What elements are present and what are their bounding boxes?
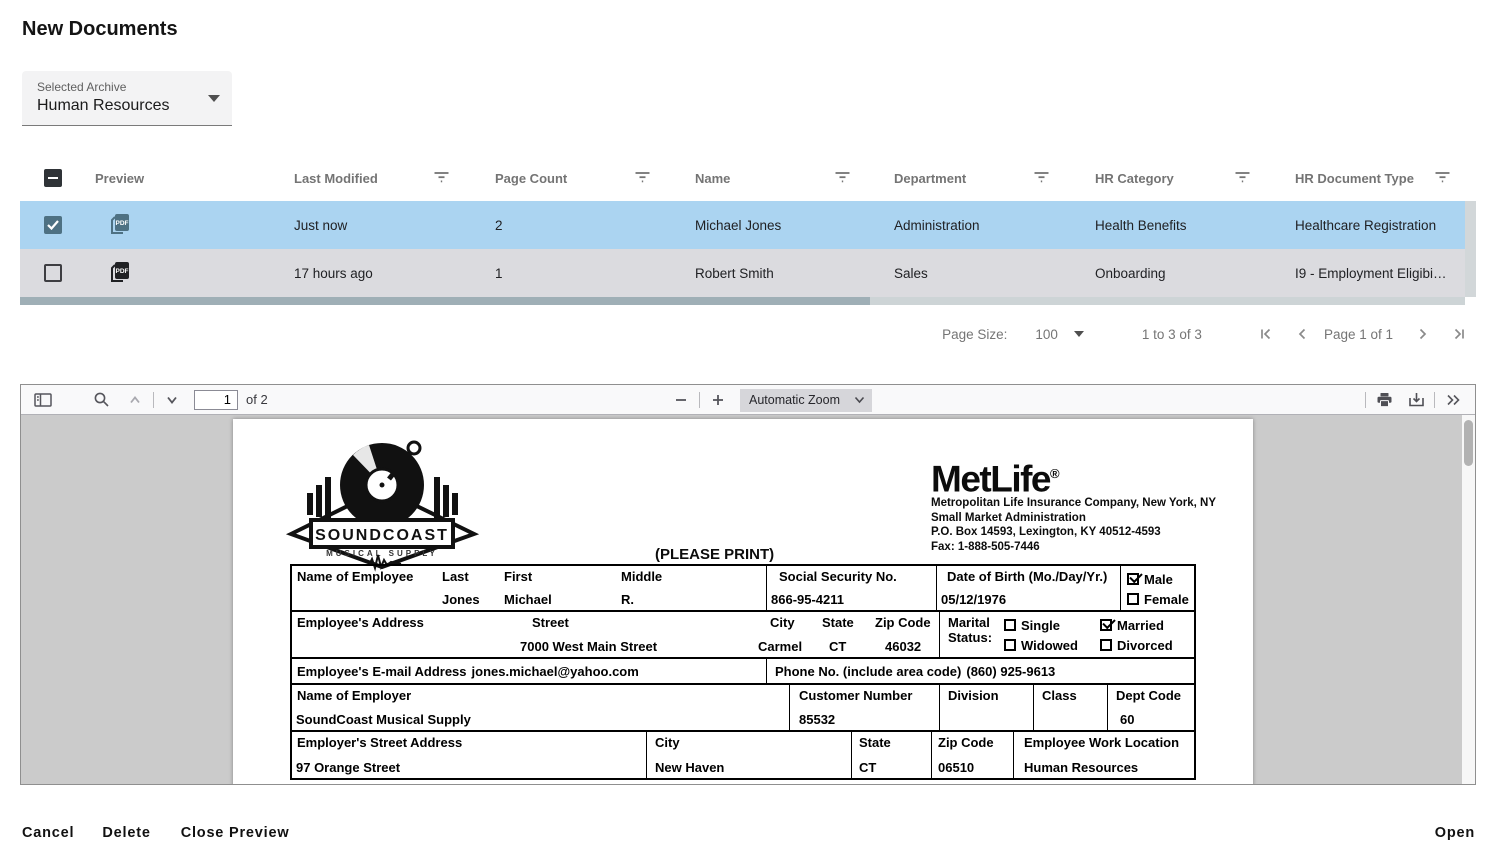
delete-button[interactable]: Delete <box>102 824 151 841</box>
print-icon[interactable] <box>1372 388 1396 412</box>
close-preview-button[interactable]: Close Preview <box>180 824 290 841</box>
column-header-preview[interactable]: Preview <box>95 170 145 186</box>
select-all-checkbox[interactable] <box>44 169 62 187</box>
page-size-dropdown-icon[interactable] <box>1074 331 1084 337</box>
next-page-button[interactable] <box>1415 326 1431 342</box>
column-header-hr-category[interactable]: HR Category <box>1095 155 1295 201</box>
divorced-checkbox <box>1100 639 1112 651</box>
chevron-down-icon <box>854 396 865 404</box>
form-value: R. <box>621 592 634 607</box>
filter-icon[interactable] <box>635 171 650 186</box>
svg-text:PDF: PDF <box>115 219 129 227</box>
table-row[interactable] <box>20 201 1476 249</box>
form-label: Employer's Street Address <box>297 735 463 750</box>
last-page-button[interactable] <box>1451 326 1467 342</box>
cell-hr-document-type: I9 - Employment Eligibi… <box>1295 265 1447 281</box>
row-range-text: 1 to 3 of 3 <box>1141 326 1202 342</box>
search-icon[interactable] <box>89 388 113 412</box>
sidebar-toggle-icon[interactable] <box>31 388 55 412</box>
page-count-text: of 2 <box>246 392 268 407</box>
form-value: 06510 <box>938 760 975 775</box>
form-value: 85532 <box>799 712 836 727</box>
please-print-text: (PLEASE PRINT) <box>655 546 775 563</box>
cell-department: Administration <box>894 217 980 233</box>
filter-icon[interactable] <box>1034 171 1049 186</box>
page-title: New Documents <box>22 18 178 40</box>
column-header-hr-document-type[interactable]: HR Document Type <box>1295 155 1465 201</box>
form-value: 60 <box>1120 712 1135 727</box>
metlife-logo: MetLife® <box>931 458 1060 500</box>
open-button[interactable]: Open <box>1434 824 1475 841</box>
column-header-page-count[interactable]: Page Count <box>495 155 695 201</box>
pdf-vertical-scrollbar[interactable] <box>1462 415 1475 784</box>
cell-page-count: 2 <box>495 217 503 233</box>
form-value: CT <box>829 639 847 654</box>
chevron-down-icon <box>208 95 220 102</box>
table-vertical-scrollbar[interactable] <box>1465 201 1476 297</box>
svg-text:PDF: PDF <box>115 267 129 275</box>
soundcoast-logo <box>285 437 480 572</box>
page-indicator-text: Page 1 of 1 <box>1323 326 1393 342</box>
zoom-out-icon[interactable] <box>669 388 693 412</box>
single-checkbox <box>1004 619 1016 631</box>
form-value: 97 Orange Street <box>296 760 401 775</box>
column-header-last-modified[interactable]: Last Modified <box>294 155 495 201</box>
table-header-row <box>20 155 1476 201</box>
pdf-page <box>233 419 1253 784</box>
archive-select-label: Selected Archive <box>37 80 127 94</box>
zoom-level-select[interactable]: Automatic Zoom <box>740 389 872 412</box>
cell-hr-category: Onboarding <box>1095 265 1166 281</box>
cell-hr-document-type: Healthcare Registration <box>1295 217 1437 233</box>
cell-name: Robert Smith <box>695 265 774 281</box>
table-row[interactable] <box>20 249 1476 297</box>
form-value: 46032 <box>885 639 922 654</box>
filter-icon[interactable] <box>1235 171 1250 186</box>
form-label: Name of Employer <box>297 688 412 703</box>
form-label: Employee's E-mail Address <box>297 663 467 679</box>
form-value: 866-95-4211 <box>771 592 845 607</box>
pdf-toolbar <box>21 385 1475 415</box>
row-checkbox[interactable] <box>44 216 62 234</box>
form-value: 7000 West Main Street <box>520 639 658 654</box>
filter-icon[interactable] <box>1435 171 1450 186</box>
archive-select-value: Human Resources <box>37 97 170 114</box>
cell-hr-category: Health Benefits <box>1095 217 1187 233</box>
widowed-checkbox <box>1004 639 1016 651</box>
next-page-chevron-icon[interactable] <box>160 388 184 412</box>
pagination-bar <box>0 326 1467 342</box>
male-checkbox <box>1127 573 1139 585</box>
row-checkbox[interactable] <box>44 264 62 282</box>
cell-last-modified: Just now <box>294 217 348 233</box>
form-value: Jones <box>442 592 480 607</box>
previous-page-button[interactable] <box>1294 326 1310 342</box>
form-label: Employee's Address <box>297 615 424 630</box>
svg-text:SOUNDCOAST: SOUNDCOAST <box>315 527 449 544</box>
form-label: Name of Employee <box>297 569 414 584</box>
filter-icon[interactable] <box>835 171 850 186</box>
archive-select[interactable] <box>22 71 232 126</box>
pdf-viewer <box>20 384 1476 785</box>
female-checkbox <box>1127 593 1139 605</box>
form-value: Human Resources <box>1024 760 1139 775</box>
column-header-name[interactable]: Name <box>695 155 894 201</box>
pdf-document-area[interactable] <box>21 415 1475 784</box>
form-value: CT <box>859 760 877 775</box>
form-value: Carmel <box>758 639 803 654</box>
form-value: jones.michael@yahoo.com <box>471 663 639 679</box>
download-icon[interactable] <box>1404 388 1428 412</box>
pdf-preview-icon[interactable] <box>108 260 132 287</box>
form-label: Phone No. (include area code) <box>775 663 962 679</box>
scrollbar-thumb[interactable] <box>1464 420 1473 466</box>
cell-page-count: 1 <box>495 265 503 281</box>
filter-icon[interactable] <box>434 171 449 186</box>
action-bar <box>0 814 1493 851</box>
table-horizontal-scrollbar[interactable] <box>20 297 1465 305</box>
column-header-department[interactable]: Department <box>894 155 1095 201</box>
cell-department: Sales <box>894 265 928 281</box>
form-value: New Haven <box>655 760 725 775</box>
cell-last-modified: 17 hours ago <box>294 265 373 281</box>
page-size-value[interactable]: 100 <box>1035 326 1058 342</box>
form-value: SoundCoast Musical Supply <box>296 712 471 727</box>
zoom-in-icon[interactable] <box>706 388 730 412</box>
previous-page-chevron-icon[interactable] <box>123 388 147 412</box>
married-checkbox <box>1100 619 1112 631</box>
hr-form: Name of Employee Last Jones First Michael Middle R. Social Security No. 866-95-4211 Date of Birth (Mo./Day/Yr.) 05/12/1976 Male Female Employee's Address Street 7000 West Main Street City Carmel State CT Zip Code 46032 Marital Status: Single Widowed Married Divorced Employee's E-mail Address jones.michael@yahoo.com Phone No. (include area code) (860) 925-9613 Name of Employer SoundCoast Musical Supply Customer Number 85532 Division Class Dept Code 60 Employer's Street Address 97 Orange Street City New Haven State CT Zip Code 06510 Employee Work Location Human Resources <box>290 564 1196 780</box>
scrollbar-thumb[interactable] <box>20 297 870 305</box>
form-value: Michael <box>504 592 552 607</box>
cancel-button[interactable]: Cancel <box>22 824 75 841</box>
cell-name: Michael Jones <box>695 217 782 233</box>
page-size-label: Page Size: <box>942 326 1008 342</box>
pdf-preview-icon[interactable] <box>108 212 132 239</box>
page-number-input[interactable] <box>194 390 238 410</box>
metlife-header: MetLife® Metropolitan Life Insurance Company, New York, NY Small Market Administration P.O. Box 14593, Lexington, KY 40512-4593 Fax: 1-888-505-7446 <box>931 457 1221 554</box>
form-value: (860) 925-9613 <box>966 663 1056 679</box>
more-tools-icon[interactable] <box>1441 388 1465 412</box>
form-value: 05/12/1976 <box>941 592 1007 607</box>
first-page-button[interactable] <box>1258 326 1274 342</box>
documents-table <box>20 155 1476 305</box>
svg-text:MUSICAL SUPPLY: MUSICAL SUPPLY <box>326 549 438 558</box>
